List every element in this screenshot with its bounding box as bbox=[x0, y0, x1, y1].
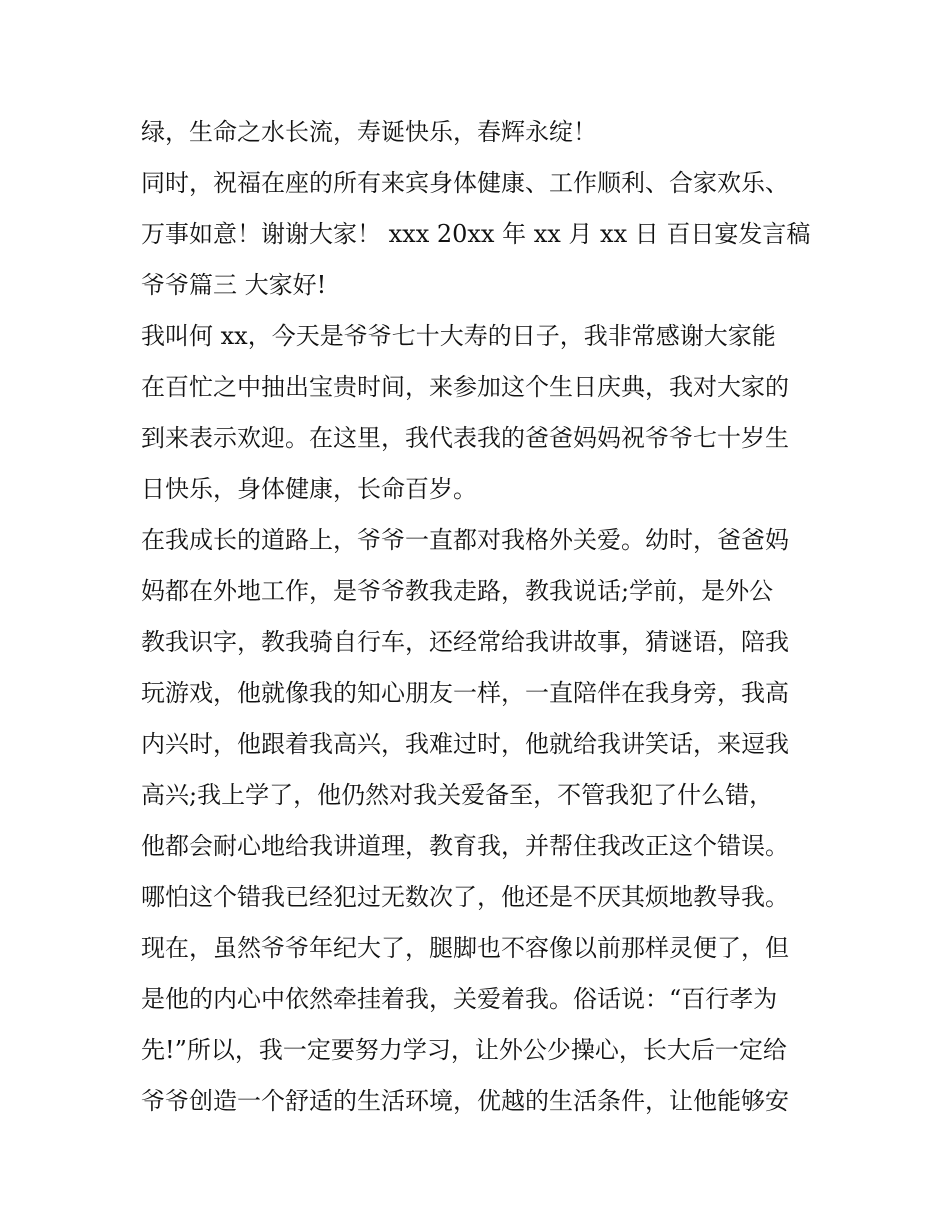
text-line: 在百忙之中抽出宝贵时间，来参加这个生日庆典，我对大家的 bbox=[141, 373, 789, 401]
text-line: 万事如意！谢谢大家！ xxx 20xx 年 xx 月 xx 日 百日宴发言稿 bbox=[141, 220, 811, 248]
text-line: 妈都在外地工作，是爷爷教我走路，教我说话;学前，是外公 bbox=[141, 577, 774, 605]
text-line: 教我识字，教我骑自行车，还经常给我讲故事，猜谜语，陪我 bbox=[141, 628, 789, 656]
text-line: 爷爷篇三 大家好! bbox=[141, 271, 327, 299]
text-line: 玩游戏，他就像我的知心朋友一样，一直陪伴在我身旁，我高 bbox=[141, 679, 789, 707]
text-line: 现在，虽然爷爷年纪大了，腿脚也不容像以前那样灵便了，但 bbox=[141, 934, 789, 962]
text-line: 日快乐，身体健康，长命百岁。 bbox=[141, 475, 477, 503]
text-line: 我叫何 xx，今天是爷爷七十大寿的日子，我非常感谢大家能 bbox=[141, 322, 776, 350]
text-line: 他都会耐心地给我讲道理，教育我，并帮住我改正这个错误。 bbox=[141, 832, 789, 860]
text-line: 先!”所以，我一定要努力学习，让外公少操心，长大后一定给 bbox=[141, 1036, 787, 1064]
text-line: 内兴时，他跟着我高兴，我难过时，他就给我讲笑话，来逗我 bbox=[141, 730, 789, 758]
text-line: 高兴;我上学了，他仍然对我关爱备至，不管我犯了什么错， bbox=[141, 781, 774, 809]
text-line: 爷爷创造一个舒适的生活环境，优越的生活条件，让他能够安 bbox=[141, 1087, 789, 1115]
text-line: 到来表示欢迎。在这里，我代表我的爸爸妈妈祝爷爷七十岁生 bbox=[141, 424, 789, 452]
text-line: 同时，祝福在座的所有来宾身体健康、工作顺利、合家欢乐、 bbox=[141, 169, 789, 197]
text-line: 是他的内心中依然牵挂着我，关爱着我。俗话说：“百行孝为 bbox=[141, 985, 778, 1013]
text-line: 在我成长的道路上，爷爷一直都对我格外关爱。幼时，爸爸妈 bbox=[141, 526, 789, 554]
text-line: 绿，生命之水长流，寿诞快乐，春辉永绽！ bbox=[141, 118, 597, 146]
document-body bbox=[141, 110, 821, 1130]
text-line: 哪怕这个错我已经犯过无数次了，他还是不厌其烦地教导我。 bbox=[141, 883, 789, 911]
